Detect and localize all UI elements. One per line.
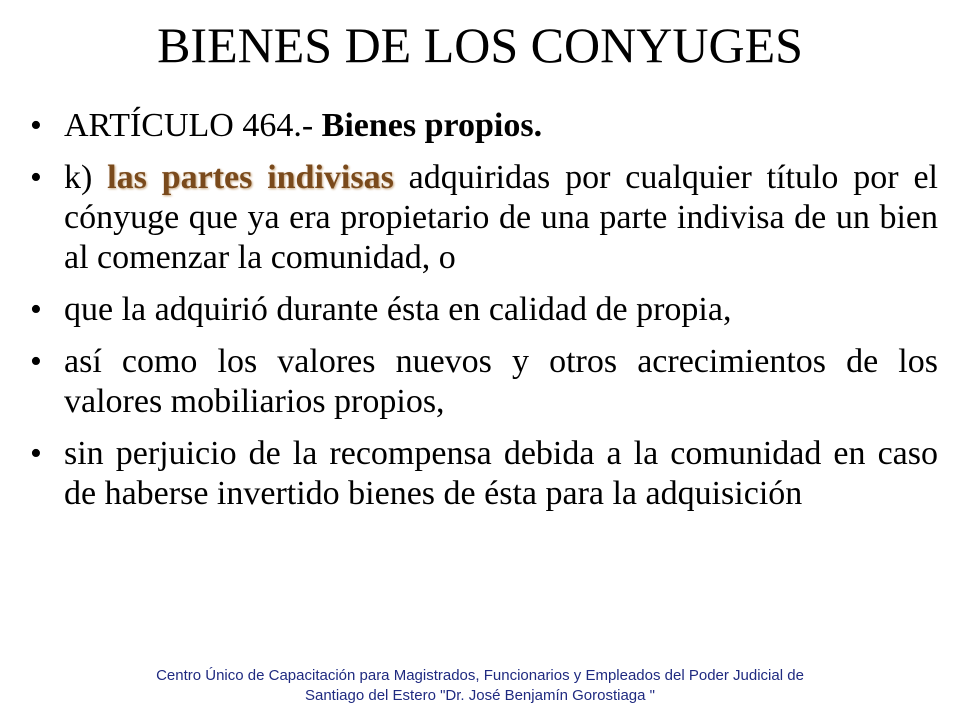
footer-line-2: Santiago del Estero "Dr. José Benjamín Gorostiaga " [304,687,655,704]
item-letter: k) [64,159,108,196]
footer-line-1: Centro Único de Capacitación para Magistrados, Funcionarios y Empleados del Poder Judicial de [156,667,804,684]
bullet-text: sin perjuicio de la recompensa debida a la comunidad en caso de haberse invertido bienes de ésta para la adquisición [64,435,938,512]
bullet-article [26,106,938,146]
bullet-text: que la adquirió durante ésta en calidad de propia, [64,291,732,328]
bullet-dot-icon: • [30,159,42,196]
bullet-dot-icon: • [30,291,42,328]
bullet-text: adquiridas por cualquier título por el cónyuge que ya era propietario de una parte indivisa de un bien al comenzar la comunidad, o [64,159,938,276]
bullet-dot-icon: • [30,343,42,380]
bullet-dot-icon: • [30,107,42,144]
footer-credit [60,666,900,706]
bullet-text: así como los valores nuevos y otros acrecimientos de los valores mobiliarios propios, [64,343,938,420]
bullet-compensation [26,434,938,514]
article-number: ARTÍCULO 464.- [64,107,322,144]
highlighted-term: las partes indivisas [107,159,394,196]
bullet-acquired [26,290,938,330]
bullet-securities [26,342,938,422]
article-heading: Bienes propios. [321,107,543,144]
bullet-dot-icon: • [30,435,42,472]
bullet-list [26,106,938,526]
slide-title: BIENES DE LOS CONYUGES [157,17,803,73]
bullet-item-k [26,158,938,278]
